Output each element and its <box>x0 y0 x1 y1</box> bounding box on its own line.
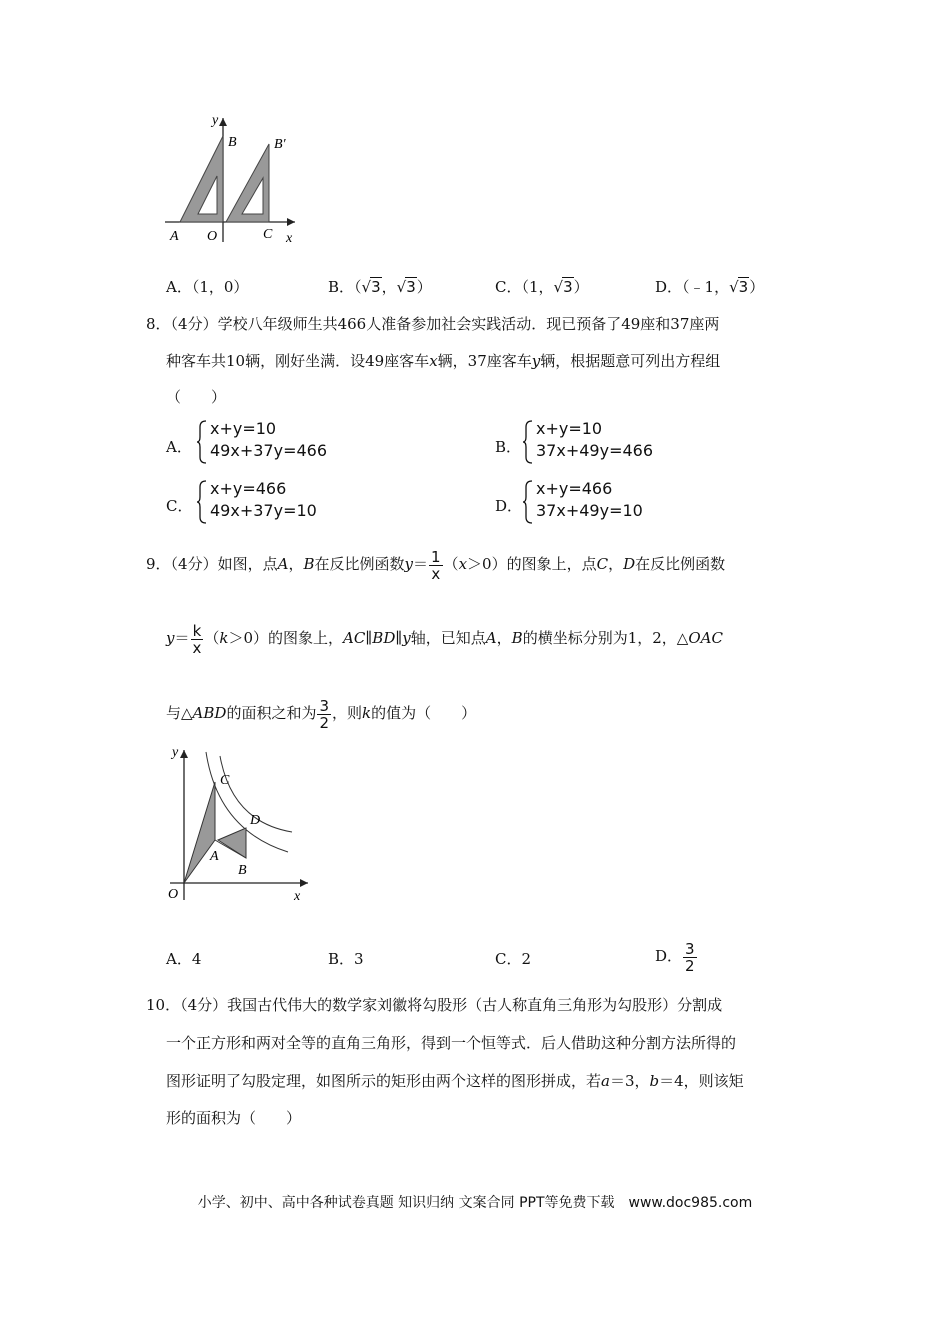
q9-text: （ <box>204 629 220 647</box>
var-a: A <box>485 629 497 647</box>
fraction-denominator: 2 <box>319 713 329 732</box>
q8-option-c-eq1: x+y=466 <box>210 479 287 498</box>
equals-sign: ＝ <box>412 555 428 573</box>
q10-line-3 <box>166 1070 744 1092</box>
page-footer: 小学、初中、高中各种试卷真题 知识归纳 文案合同 PPT等免费下载 www.doc985.com <box>197 1195 753 1211</box>
q9-text: 轴，已知点 <box>410 629 486 647</box>
q7-option-d-close: ） <box>749 278 765 296</box>
q9-line-3 <box>166 697 476 731</box>
fraction-denominator: x <box>431 564 441 583</box>
q7-option-d-open: （﹣1， <box>682 278 730 296</box>
var-c: C <box>596 555 609 573</box>
fraction-numerator: 3 <box>319 696 329 715</box>
q9-option-b[interactable]: B．3 <box>328 950 364 968</box>
q9-text: ＞0）的图象上，点 <box>467 555 597 573</box>
var-y: y <box>404 555 413 573</box>
sqrt-symbol: √3 <box>553 278 573 296</box>
q7-option-d-radicand: 3 <box>738 278 749 296</box>
q9-text: 在反比例函数 <box>314 555 405 573</box>
q10-line-4: 形的面积为（ ） <box>166 1109 302 1127</box>
var-x: x <box>429 352 438 370</box>
q7-option-b[interactable] <box>328 276 432 297</box>
q9-option-a[interactable]: A．4 <box>166 950 202 968</box>
q7-option-c-close: ） <box>573 278 589 296</box>
q9-text: ， <box>288 555 304 573</box>
q7-option-c[interactable] <box>495 276 589 297</box>
var-y: y <box>531 352 541 370</box>
point-b-label: B <box>228 135 237 150</box>
fraction-3-over-2 <box>317 698 331 731</box>
q9-text: ＞0）的图象上， <box>228 629 344 647</box>
q9-text: ， <box>608 555 624 573</box>
q8-option-d-system <box>522 479 682 525</box>
q9-option-d[interactable] <box>655 938 698 974</box>
fraction-denominator: x <box>192 638 202 657</box>
q10-line-2: 一个正方形和两对全等的直角三角形，得到一个恒等式．后人借助这种分割方法所得的 <box>166 1034 737 1052</box>
q9-text: 的值为（ ） <box>371 704 477 722</box>
fraction-1-over-x <box>429 549 443 582</box>
var-d: D <box>623 555 636 573</box>
q8-line-2-b: 辆，37座客车 <box>437 352 532 370</box>
q8-option-a-system <box>196 419 356 465</box>
fraction-3-over-2 <box>683 941 697 974</box>
axis-x-label: x <box>286 231 293 246</box>
var-b: B <box>511 629 523 647</box>
var-a: a <box>601 1072 610 1090</box>
point-b-label: B <box>238 863 247 878</box>
q8-line-1: 8．（4分）学校八年级师生共466人准备参加社会实践活动．现已预备了49座和37座两 <box>146 315 720 333</box>
q7-option-b-radicand-1: 3 <box>371 278 381 296</box>
q8-option-b-system <box>522 419 682 465</box>
point-c-label: C <box>220 773 230 788</box>
q8-line-2 <box>166 350 720 372</box>
q7-option-c-label: C． <box>495 278 522 296</box>
q10-text: 图形证明了勾股定理，如图所示的矩形由两个这样的图形拼成，若 <box>166 1072 602 1090</box>
q9-figure <box>160 740 320 910</box>
brace-icon <box>196 419 208 465</box>
q10-text: ＝4，则该矩 <box>659 1072 744 1090</box>
q8-option-a-eq2: 49x+37y=466 <box>210 441 328 460</box>
q9-text: ，则 <box>332 704 363 722</box>
q8-option-d-eq2: 37x+49y=10 <box>536 501 643 520</box>
point-c-label: C <box>263 227 273 242</box>
parallel-symbol: ∥ <box>365 629 373 647</box>
triangle-oac: OAC <box>688 629 723 647</box>
q9-line-1 <box>146 548 725 582</box>
q7-figure <box>160 108 310 248</box>
q8-option-b-eq2: 37x+49y=466 <box>536 441 654 460</box>
q9-text: 在反比例函数 <box>635 555 726 573</box>
brace-icon <box>522 479 534 525</box>
q9-text: 的面积之和为 <box>226 704 317 722</box>
var-y: y <box>402 629 411 647</box>
q9-text: 的横坐标分别为1，2，△ <box>522 629 689 647</box>
var-a: A <box>277 555 289 573</box>
sqrt-symbol: √3 <box>361 278 381 296</box>
q7-option-d[interactable] <box>655 276 764 297</box>
q9-text: （ <box>443 555 459 573</box>
q9-text: 与△ <box>166 704 193 722</box>
q7-option-d-label: D． <box>655 278 683 296</box>
triangle-abd: ABD <box>192 704 227 722</box>
origin-label: O <box>207 229 218 244</box>
var-b: B <box>303 555 315 573</box>
sqrt-symbol: √3 <box>729 278 749 296</box>
fraction-numerator: 3 <box>685 939 695 958</box>
q8-option-d-label[interactable]: D． <box>495 497 523 515</box>
q8-option-c-system <box>196 479 356 525</box>
q10-text: ＝3， <box>609 1072 650 1090</box>
q9-line-2 <box>166 622 723 656</box>
axis-x-label: x <box>294 889 301 904</box>
q8-option-b-eq1: x+y=10 <box>536 419 603 438</box>
sqrt-symbol: √3 <box>396 278 416 296</box>
fraction-numerator: 1 <box>431 547 441 566</box>
var-b: b <box>649 1072 660 1090</box>
axis-y-label: y <box>172 745 179 760</box>
q7-option-b-radicand-2: 3 <box>406 278 416 296</box>
var-k: k <box>219 629 229 647</box>
fraction-numerator: k <box>191 623 204 640</box>
point-d-label: D <box>250 813 261 828</box>
var-y: y <box>166 629 175 647</box>
q9-text: ， <box>496 629 512 647</box>
q9-option-d-label: D． <box>655 947 683 965</box>
equals-sign: ＝ <box>174 629 190 647</box>
q8-option-b-label[interactable]: B． <box>495 438 522 456</box>
q7-option-b-label: B． <box>328 278 355 296</box>
segment-ac: AC <box>343 629 366 647</box>
q7-option-a[interactable] <box>166 276 248 297</box>
q8-option-a-eq1: x+y=10 <box>210 419 277 438</box>
segment-bd: BD <box>372 629 396 647</box>
q9-option-c[interactable]: C．2 <box>495 950 532 968</box>
origin-label: O <box>168 887 179 902</box>
q8-option-c-label[interactable]: C． <box>166 497 193 515</box>
q8-option-c-eq2: 49x+37y=10 <box>210 501 317 520</box>
q7-option-c-radicand: 3 <box>563 278 573 296</box>
q7-option-a-text: （1，0） <box>191 278 249 296</box>
fraction-denominator: 2 <box>685 956 695 975</box>
q10-line-1: 10．（4分）我国古代伟大的数学家刘徽将勾股形（古人称直角三角形为勾股形）分割成 <box>146 996 723 1014</box>
point-a-label: A <box>210 849 219 864</box>
point-a-label: A <box>170 229 179 244</box>
fraction-k-over-x <box>191 623 204 656</box>
q8-line-2-a: 种客车共10辆，刚好坐满．设49座客车 <box>166 352 430 370</box>
q7-option-c-open: （1， <box>521 278 554 296</box>
q7-option-b-open: （ <box>354 278 362 296</box>
q7-option-b-close: ） <box>416 278 432 296</box>
parallel-symbol: ∥ <box>395 629 403 647</box>
q7-option-b-sep: ， <box>381 278 397 296</box>
var-k: k <box>362 704 372 722</box>
q8-answer-blank: （ ） <box>166 388 227 406</box>
q7-option-a-label: A． <box>166 278 192 296</box>
q8-line-2-c: 辆，根据题意可列出方程组 <box>540 352 721 370</box>
point-b-prime-label: B′ <box>274 137 286 152</box>
brace-icon <box>196 479 208 525</box>
brace-icon <box>522 419 534 465</box>
axis-y-label: y <box>212 113 219 128</box>
q8-option-d-eq1: x+y=466 <box>536 479 613 498</box>
q9-text: 9．（4分）如图，点 <box>146 555 278 573</box>
var-x: x <box>458 555 468 573</box>
q8-option-a-label[interactable]: A． <box>166 438 192 456</box>
